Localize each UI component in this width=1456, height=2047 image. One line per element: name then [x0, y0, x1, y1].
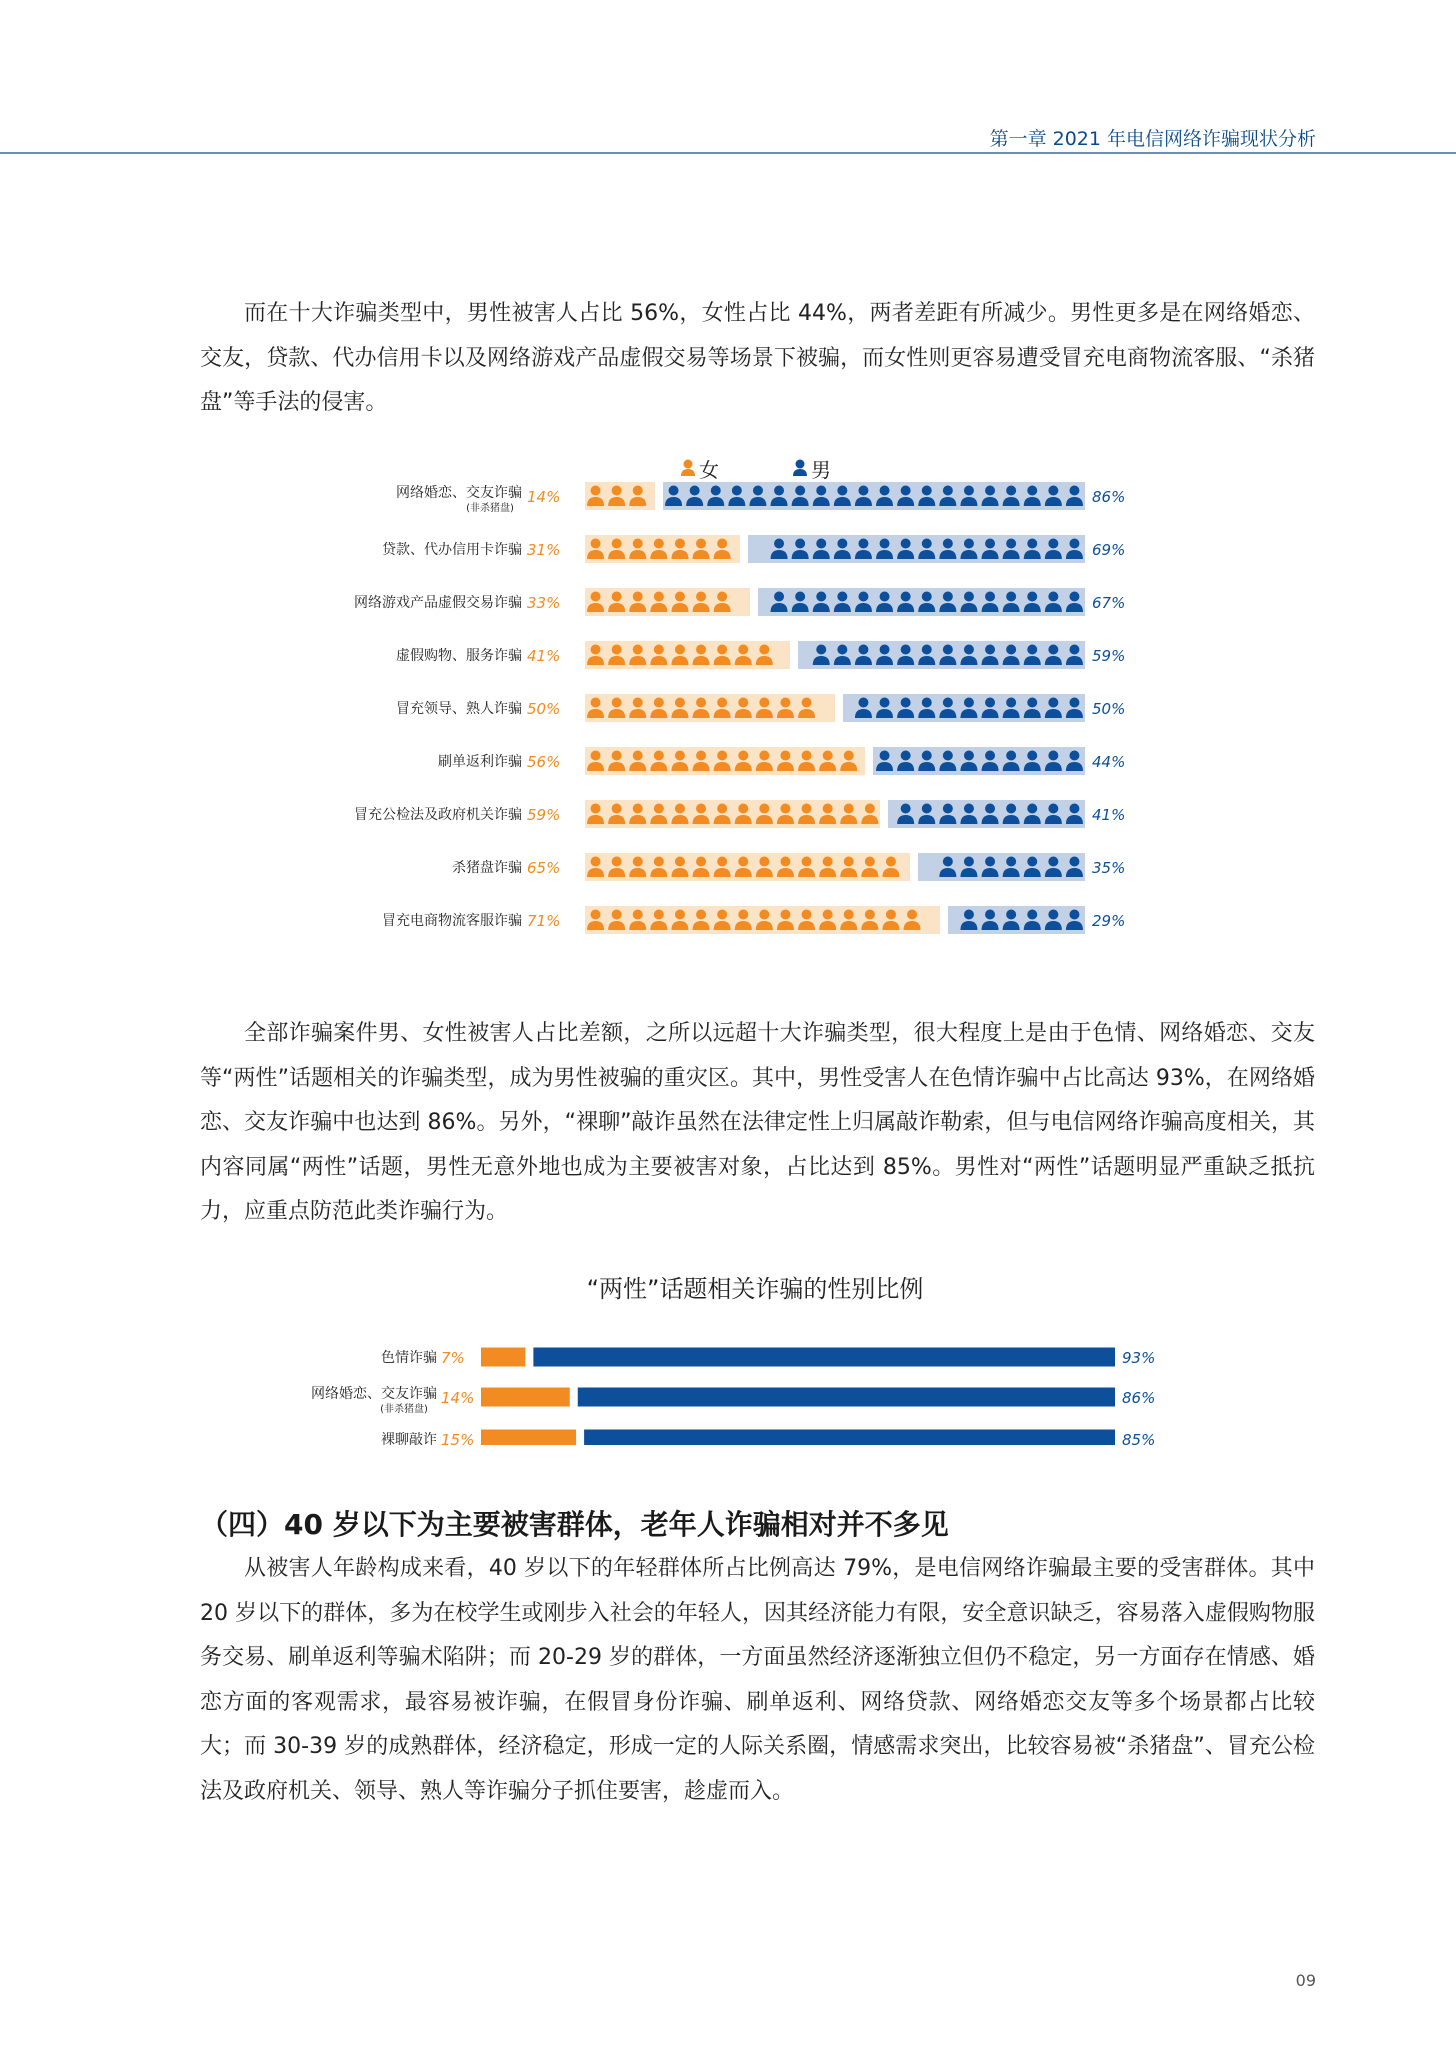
female-person-icon-head — [591, 645, 601, 655]
female-person-icon-head — [675, 804, 685, 814]
row-category-label: 冒充领导、熟人诈骗 — [396, 701, 522, 717]
male-person-icon-head — [837, 592, 847, 602]
female-person-icon-head — [633, 751, 643, 761]
male-person-icon-head — [922, 751, 932, 761]
female-person-icon-head — [823, 751, 833, 761]
male-person-icon-head — [858, 486, 868, 496]
female-person-icon-head — [654, 539, 664, 549]
female-person-icon-head — [633, 486, 643, 496]
section-heading-age-groups: （四）40 岁以下为主要被害群体，老年人诈骗相对并不多见 — [200, 1508, 949, 1541]
female-person-icon-head — [612, 539, 622, 549]
legend-female-icon — [684, 460, 693, 469]
male-person-icon-head — [943, 539, 953, 549]
female-person-icon-head — [612, 857, 622, 867]
female-bar — [481, 1348, 525, 1367]
female-person-icon-head — [591, 910, 601, 920]
male-person-icon-head — [837, 645, 847, 655]
male-person-icon-head — [1048, 486, 1058, 496]
female-person-icon-head — [823, 910, 833, 920]
female-person-icon-head — [633, 539, 643, 549]
female-person-icon-head — [780, 857, 790, 867]
male-person-icon-head — [943, 698, 953, 708]
legend-female-icon-body — [681, 469, 695, 476]
male-person-icon-head — [1027, 592, 1037, 602]
female-percent-label: 33% — [527, 594, 561, 612]
male-percent-label: 59% — [1092, 647, 1126, 665]
male-bar — [533, 1348, 1115, 1367]
male-person-icon-head — [774, 486, 784, 496]
male-person-icon-head — [858, 645, 868, 655]
male-person-icon-head — [1006, 698, 1016, 708]
female-person-icon-head — [717, 804, 727, 814]
pictogram-chart-gender-by-fraud-type — [0, 440, 1456, 960]
male-person-icon-head — [964, 539, 974, 549]
female-person-icon-head — [675, 539, 685, 549]
male-person-icon-head — [901, 486, 911, 496]
male-person-icon-head — [964, 804, 974, 814]
chart-row — [438, 747, 1125, 775]
male-person-icon-head — [985, 804, 995, 814]
header-divider — [0, 152, 1456, 154]
male-percent-label: 44% — [1092, 753, 1126, 771]
male-person-icon-head — [795, 592, 805, 602]
male-person-icon-head — [985, 486, 995, 496]
male-person-icon-head — [795, 486, 805, 496]
female-person-icon-head — [780, 751, 790, 761]
female-person-icon-head — [886, 857, 896, 867]
female-person-icon-head — [738, 645, 748, 655]
chart-row — [354, 588, 1125, 616]
male-percent-label: 50% — [1092, 700, 1126, 718]
female-person-icon-head — [591, 857, 601, 867]
male-person-icon-head — [985, 539, 995, 549]
female-person-icon-head — [802, 804, 812, 814]
male-person-icon-head — [943, 486, 953, 496]
female-person-icon-head — [654, 592, 664, 602]
row-category-sub-label: (非杀猪盘) — [466, 503, 514, 514]
male-bar — [663, 482, 1085, 510]
female-percent-label: 71% — [527, 912, 561, 930]
female-person-icon-head — [696, 698, 706, 708]
male-person-icon-head — [1027, 751, 1037, 761]
male-person-icon-head — [690, 486, 700, 496]
male-person-icon-head — [964, 645, 974, 655]
male-person-icon-head — [1027, 539, 1037, 549]
male-person-icon-head — [901, 804, 911, 814]
female-person-icon-head — [675, 857, 685, 867]
female-person-icon-head — [886, 910, 896, 920]
male-person-icon-head — [964, 751, 974, 761]
male-person-icon-head — [858, 539, 868, 549]
female-person-icon-head — [612, 751, 622, 761]
male-person-icon-head — [880, 592, 890, 602]
male-person-icon-head — [922, 804, 932, 814]
female-person-icon-head — [844, 751, 854, 761]
row-category-label: 杀猪盘诈骗 — [452, 860, 522, 876]
male-person-icon-head — [753, 486, 763, 496]
male-person-icon-head — [1027, 910, 1037, 920]
female-bar — [481, 1388, 570, 1407]
chart-row — [381, 1348, 1155, 1368]
female-person-icon-head — [612, 592, 622, 602]
female-person-icon-head — [612, 698, 622, 708]
male-person-icon-head — [922, 592, 932, 602]
female-person-icon-head — [759, 857, 769, 867]
female-person-icon-head — [738, 804, 748, 814]
male-person-icon-head — [732, 486, 742, 496]
male-person-icon-head — [964, 486, 974, 496]
female-person-icon-head — [612, 645, 622, 655]
female-person-icon-head — [844, 857, 854, 867]
row-category-label: 网络婚恋、交友诈骗 — [311, 1386, 437, 1402]
male-person-icon-head — [669, 486, 679, 496]
male-person-icon-head — [985, 592, 995, 602]
male-person-icon-head — [816, 539, 826, 549]
female-person-icon-head — [675, 592, 685, 602]
male-person-icon-head — [837, 539, 847, 549]
male-person-icon-head — [943, 751, 953, 761]
male-person-icon-head — [1027, 857, 1037, 867]
male-percent-label: 85% — [1122, 1431, 1156, 1445]
male-percent-label: 93% — [1122, 1349, 1156, 1367]
chart-row — [396, 482, 1125, 514]
female-person-icon-head — [696, 592, 706, 602]
female-person-icon-head — [675, 751, 685, 761]
male-person-icon-head — [901, 592, 911, 602]
male-person-icon-head — [1048, 698, 1058, 708]
female-person-icon-head — [780, 910, 790, 920]
male-person-icon-head — [1048, 910, 1058, 920]
male-person-icon-head — [774, 592, 784, 602]
bar-chart-two-sex-topics — [0, 1265, 1456, 1445]
female-person-icon-head — [865, 910, 875, 920]
female-percent-label: 31% — [527, 541, 561, 559]
female-person-icon-head — [633, 910, 643, 920]
female-person-icon-head — [717, 698, 727, 708]
male-person-icon-head — [943, 857, 953, 867]
male-person-icon-head — [922, 539, 932, 549]
female-percent-label: 41% — [527, 647, 561, 665]
legend-male-icon — [796, 460, 805, 469]
female-person-icon-head — [654, 645, 664, 655]
male-person-icon-head — [1069, 645, 1079, 655]
female-person-icon-head — [717, 592, 727, 602]
female-person-icon-head — [591, 539, 601, 549]
female-person-icon-head — [780, 804, 790, 814]
female-person-icon-head — [717, 857, 727, 867]
female-person-icon-head — [696, 804, 706, 814]
female-person-icon-head — [738, 751, 748, 761]
female-person-icon-head — [675, 698, 685, 708]
row-category-label: 冒充电商物流客服诈骗 — [382, 913, 522, 929]
male-person-icon-head — [1027, 486, 1037, 496]
female-person-icon-head — [675, 645, 685, 655]
male-person-icon-head — [1048, 751, 1058, 761]
male-person-icon-head — [1027, 698, 1037, 708]
row-category-label: 网络游戏产品虚假交易诈骗 — [354, 595, 522, 611]
female-person-icon-head — [696, 539, 706, 549]
male-person-icon-head — [774, 539, 784, 549]
male-person-icon-head — [880, 645, 890, 655]
male-person-icon-head — [1006, 539, 1016, 549]
male-percent-label: 35% — [1092, 859, 1126, 877]
female-person-icon-head — [759, 910, 769, 920]
male-percent-label: 29% — [1092, 912, 1126, 930]
female-person-icon-head — [654, 804, 664, 814]
female-person-icon-head — [633, 804, 643, 814]
male-person-icon-head — [1006, 857, 1016, 867]
male-person-icon-head — [901, 645, 911, 655]
male-person-icon-head — [816, 592, 826, 602]
male-person-icon-head — [964, 910, 974, 920]
female-person-icon-head — [802, 910, 812, 920]
male-percent-label: 41% — [1092, 806, 1126, 824]
female-percent-label: 15% — [441, 1431, 475, 1445]
female-person-icon-head — [633, 592, 643, 602]
female-person-icon-head — [802, 751, 812, 761]
male-bar — [578, 1388, 1115, 1407]
page-number: 09 — [1295, 1971, 1316, 1990]
row-category-label: 刷单返利诈骗 — [438, 754, 522, 770]
header-chapter-title: 第一章 2021 年电信网络诈骗现状分析 — [989, 128, 1316, 150]
male-person-icon-head — [711, 486, 721, 496]
female-person-icon-head — [844, 804, 854, 814]
female-person-icon-head — [823, 857, 833, 867]
male-person-icon-head — [901, 698, 911, 708]
female-person-icon-head — [759, 804, 769, 814]
female-person-icon-head — [759, 751, 769, 761]
male-person-icon-head — [1048, 857, 1058, 867]
male-person-icon-head — [1069, 857, 1079, 867]
male-percent-label: 86% — [1122, 1389, 1156, 1407]
row-category-label: 贷款、代办信用卡诈骗 — [382, 542, 522, 558]
paragraph-intro: 而在十大诈骗类型中，男性被害人占比 56%，女性占比 44%，两者差距有所减少。男性更多是在网络婚恋、交友，贷款、代办信用卡以及网络游戏产品虚假交易等场景下被骗，而女性则更容易遭受冒充电商物流客服、“杀猪盘”等手法的侵害。 — [200, 301, 1315, 415]
female-person-icon-head — [675, 910, 685, 920]
female-person-icon-head — [591, 751, 601, 761]
female-person-icon-head — [612, 486, 622, 496]
male-person-icon-head — [1069, 910, 1079, 920]
male-person-icon-head — [880, 539, 890, 549]
male-person-icon-head — [901, 539, 911, 549]
female-person-icon-head — [591, 804, 601, 814]
male-person-icon-head — [922, 486, 932, 496]
female-person-icon-head — [738, 857, 748, 867]
female-person-icon-head — [612, 910, 622, 920]
female-person-icon-head — [907, 910, 917, 920]
female-person-icon-head — [738, 910, 748, 920]
chart-legend — [681, 458, 831, 482]
female-person-icon-head — [591, 698, 601, 708]
male-person-icon-head — [943, 645, 953, 655]
female-person-icon-head — [696, 751, 706, 761]
male-person-icon-head — [1069, 698, 1079, 708]
female-percent-label: 59% — [527, 806, 561, 824]
male-person-icon-head — [922, 645, 932, 655]
male-person-icon-head — [964, 698, 974, 708]
female-person-icon-head — [591, 592, 601, 602]
chart-row — [382, 535, 1125, 563]
male-person-icon-head — [816, 486, 826, 496]
legend-male-icon-body — [793, 469, 807, 476]
paragraph-two-sex-topics: 全部诈骗案件男、女性被害人占比差额，之所以远超十大诈骗类型，很大程度上是由于色情、网络婚恋、交友等“两性”话题相关的诈骗类型，成为男性被骗的重灾区。其中，男性受害人在色情诈骗中占比高达 93%，在网络婚恋、交友诈骗中也达到 86%。另外，“裸聊”敲诈虽然在法律定性上归属敲诈勒索，但与电信网络诈骗高度相关，其内容同属“两性”话题，男性无意外地也成为主要被害对象，占比达到 85%。男性对“两性”话题明显严重缺乏抵抗力，应重点防范此类诈骗行为。 — [200, 1021, 1315, 1224]
female-person-icon-head — [633, 645, 643, 655]
male-person-icon-head — [858, 592, 868, 602]
female-bar — [481, 1430, 576, 1446]
male-person-icon-head — [1027, 804, 1037, 814]
female-percent-label: 7% — [441, 1349, 465, 1367]
female-person-icon-head — [654, 698, 664, 708]
male-person-icon-head — [837, 486, 847, 496]
chart-row — [396, 694, 1125, 722]
chart-row — [311, 1385, 1155, 1415]
female-percent-label: 14% — [527, 488, 561, 506]
female-person-icon-head — [633, 857, 643, 867]
female-percent-label: 50% — [527, 700, 561, 718]
male-person-icon-head — [1027, 645, 1037, 655]
female-person-icon-head — [612, 804, 622, 814]
male-person-icon-head — [1048, 539, 1058, 549]
male-person-icon-head — [858, 698, 868, 708]
row-category-sub-label: (非杀猪盘) — [380, 1404, 428, 1415]
male-person-icon-head — [1069, 751, 1079, 761]
chart-row — [381, 1430, 1155, 1446]
male-person-icon-head — [964, 857, 974, 867]
male-person-icon-head — [985, 857, 995, 867]
paragraph-age-groups: 从被害人年龄构成来看，40 岁以下的年轻群体所占比例高达 79%，是电信网络诈骗最主要的受害群体。其中 20 岁以下的群体，多为在校学生或刚步入社会的年轻人，因其经济能力有限，安全意识缺乏，容易落入虚假购物服务交易、刷单返利等骗术陷阱；而 20-29 岁的群体，一方面虽然经济逐渐独立但仍不稳定，另一方面存在情感、婚恋方面的客观需求，最容易被诈骗，在假冒身份诈骗、刷单返利、网络贷款、网络婚恋交友等多个场景都占比较大；而 30-39 岁的成熟群体，经济稳定，形成一定的人际关系圈，情感需求突出，比较容易被“杀猪盘”、冒充公检法及政府机关、领导、熟人等诈骗分子抓住要害，趁虚而入。 — [200, 1556, 1315, 1804]
male-person-icon-head — [943, 804, 953, 814]
female-person-icon-head — [780, 698, 790, 708]
male-person-icon-head — [880, 486, 890, 496]
female-percent-label: 14% — [441, 1389, 475, 1407]
female-person-icon-head — [802, 857, 812, 867]
male-person-icon-head — [1069, 804, 1079, 814]
row-category-label: 色情诈骗 — [381, 1350, 437, 1366]
male-person-icon-head — [985, 751, 995, 761]
female-person-icon-head — [654, 751, 664, 761]
male-person-icon-head — [1069, 486, 1079, 496]
male-person-icon-head — [1048, 804, 1058, 814]
chart-title: “两性”话题相关诈骗的性别比例 — [586, 1275, 924, 1303]
male-person-icon-head — [880, 698, 890, 708]
legend-female-label: 女 — [699, 458, 719, 482]
chart-row — [452, 853, 1125, 881]
male-percent-label: 69% — [1092, 541, 1126, 559]
row-category-label: 裸聊敲诈 — [381, 1432, 437, 1445]
male-person-icon-head — [1006, 751, 1016, 761]
male-person-icon-head — [985, 698, 995, 708]
female-person-icon-head — [759, 698, 769, 708]
female-person-icon-head — [654, 910, 664, 920]
female-person-icon-head — [802, 698, 812, 708]
female-person-icon-head — [717, 645, 727, 655]
male-person-icon-head — [985, 910, 995, 920]
male-person-icon-head — [1069, 592, 1079, 602]
male-person-icon-head — [816, 645, 826, 655]
female-person-icon-head — [823, 804, 833, 814]
male-person-icon-head — [1006, 645, 1016, 655]
male-person-icon-head — [985, 645, 995, 655]
male-person-icon-head — [880, 751, 890, 761]
legend-male-label: 男 — [811, 458, 831, 482]
female-percent-label: 65% — [527, 859, 561, 877]
female-percent-label: 56% — [527, 753, 561, 771]
chart-row — [396, 641, 1125, 669]
female-person-icon-head — [633, 698, 643, 708]
row-category-label: 冒充公检法及政府机关诈骗 — [354, 807, 522, 823]
female-person-icon-head — [696, 857, 706, 867]
female-person-icon-head — [717, 539, 727, 549]
male-person-icon-head — [795, 539, 805, 549]
male-person-icon-head — [943, 592, 953, 602]
female-person-icon-head — [759, 645, 769, 655]
female-person-icon-head — [844, 910, 854, 920]
female-person-icon-head — [865, 857, 875, 867]
male-person-icon-head — [1048, 645, 1058, 655]
chart-row — [382, 906, 1125, 934]
female-person-icon-head — [591, 486, 601, 496]
male-bar — [584, 1430, 1115, 1446]
male-person-icon-head — [901, 751, 911, 761]
female-person-icon-head — [738, 698, 748, 708]
male-person-icon-head — [1069, 539, 1079, 549]
male-person-icon-head — [1048, 592, 1058, 602]
male-person-icon-head — [964, 592, 974, 602]
male-person-icon-head — [1006, 910, 1016, 920]
female-person-icon-head — [654, 857, 664, 867]
male-person-icon-head — [922, 698, 932, 708]
male-person-icon-head — [1006, 486, 1016, 496]
female-person-icon-head — [696, 910, 706, 920]
legend-female — [681, 458, 719, 482]
legend-male — [793, 458, 831, 482]
female-person-icon-head — [717, 751, 727, 761]
male-person-icon-head — [1006, 804, 1016, 814]
female-person-icon-head — [717, 910, 727, 920]
chart-row — [354, 800, 1125, 828]
female-person-icon-head — [696, 645, 706, 655]
female-person-icon-head — [865, 804, 875, 814]
male-percent-label: 67% — [1092, 594, 1126, 612]
row-category-label: 网络婚恋、交友诈骗 — [396, 485, 522, 501]
male-percent-label: 86% — [1092, 488, 1126, 506]
male-person-icon-head — [1006, 592, 1016, 602]
row-category-label: 虚假购物、服务诈骗 — [396, 648, 522, 664]
